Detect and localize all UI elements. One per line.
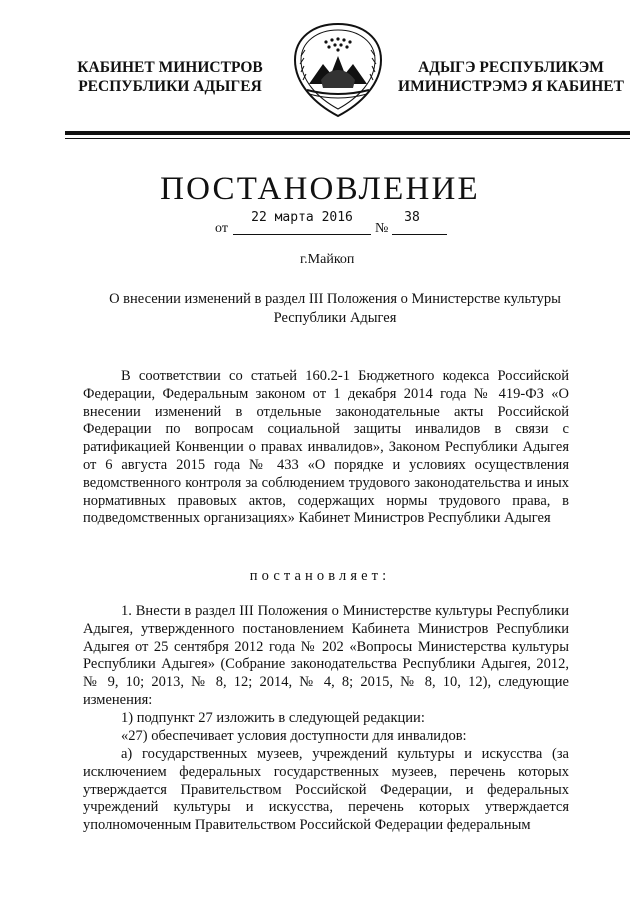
header-divider-thin [65,138,630,139]
document-date: 22 марта 2016 [251,210,353,225]
issuer-line-1-adyghe: АДЫГЭ РЕСПУБЛИКЭМ [418,59,604,76]
document-number: 38 [404,210,420,225]
subitem-a-paragraph: а) государственных музеев, учреждений культуры и искусства (за исключением федеральных государственных музеев, перечень которых утверждается Правительством Российской Федерации, и федеральных учреждений культуры и искусства, перечень которых утверждается уполномоченным Правительством Российской Федерации федеральным [83,746,569,834]
subitem-27-paragraph: «27) обеспечивает условия доступности для инвалидов: [121,728,467,744]
coat-of-arms-emblem [287,20,389,120]
date-number-line [0,210,640,236]
issuer-line-2: РЕСПУБЛИКИ АДЫГЕЯ [78,78,262,95]
document-subject [70,290,600,328]
document-title: ПОСТАНОВЛЕНИЕ [160,171,480,207]
issuer-line-2-adyghe: ИМИНИСТРЭМЭ Я КАБИНЕТ [398,78,624,95]
preamble-paragraph: В соответствии со статьей 160.2-1 Бюджетного кодекса Российской Федерации, Федеральным законом от 1 декабря 2014 года № 419-ФЗ «О внесении изменений в отдельные законодательные акты Российской Федерации по вопросам социальной защиты инвалидов в связи с ратификацией Конвенции о правах инвалидов», Законом Республики Адыгея от 6 августа 2015 года № 433 «О порядке и условиях осуществления ведомственного контроля за соблюдением трудового законодательства и иных нормативных правовых актов, содержащих нормы трудового права, в подведомственных организациях» Кабинет Министров Республики Адыгея [83,368,569,527]
date-underline [233,234,371,235]
resolves-heading: постановляет: [249,568,391,584]
issuer-line-1: КАБИНЕТ МИНИСТРОВ [77,59,263,76]
issuer-name-adyghe [398,58,624,96]
item-1-paragraph: 1. Внести в раздел III Положения о Министерстве культуры Республики Адыгея, утвержденного постановлением Кабинета Министров Республики Адыгея от 25 сентября 2012 года № 202 «Вопросы Министерства культуры Республики Адыгея» (Собрание законодательства Республики Адыгея, 2012, № 9, 10; 2013, № 8, 12; 2014, № 4, 8; 2015, № 8, 10, 12), следующие изменения: [83,603,569,708]
subject-line-1: О внесении изменений в раздел III Положения о Министерстве культуры [109,291,561,307]
date-prefix: от [215,221,228,236]
number-sign: № [375,221,389,236]
subject-line-2: Республики Адыгея [273,310,397,326]
subitem-1-paragraph: 1) подпункт 27 изложить в следующей редакции: [121,710,425,726]
number-underline [392,234,447,235]
city-name: г.Майкоп [300,252,355,267]
issuer-name-russian [74,58,266,96]
header-divider-thick [65,131,630,135]
